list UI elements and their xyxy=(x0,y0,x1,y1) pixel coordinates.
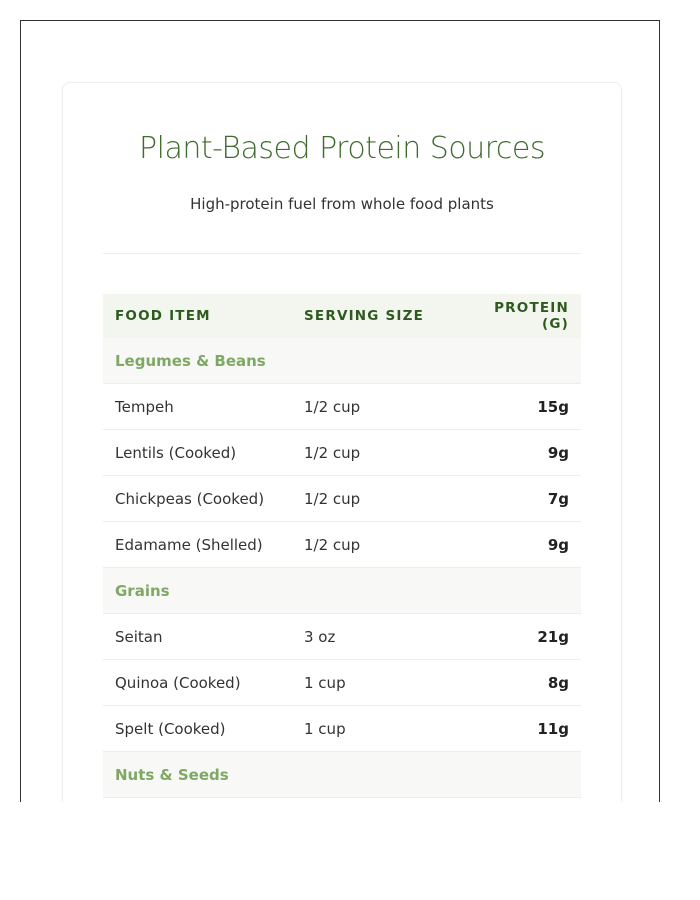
header-divider xyxy=(103,253,581,254)
protein-cell: 9g xyxy=(456,430,581,476)
table-header xyxy=(103,294,581,338)
food-item-cell: Tempeh xyxy=(103,384,292,430)
table-row xyxy=(103,430,581,476)
table-header-row xyxy=(103,294,581,338)
protein-table xyxy=(103,294,581,798)
table-row xyxy=(103,476,581,522)
page-frame xyxy=(20,20,660,802)
page-subtitle: High-protein fuel from whole food plants xyxy=(190,195,494,213)
table-row xyxy=(103,522,581,568)
group-label: Nuts & Seeds xyxy=(103,752,581,798)
serving-size-cell: 1/2 cup xyxy=(292,430,456,476)
group-label: Grains xyxy=(103,568,581,614)
food-item-cell: Spelt (Cooked) xyxy=(103,706,292,752)
column-header-serving-size: SERVING SIZE xyxy=(304,308,425,324)
protein-cell: 7g xyxy=(456,476,581,522)
group-label: Legumes & Beans xyxy=(103,338,581,384)
food-item-cell: Chickpeas (Cooked) xyxy=(103,476,292,522)
food-item-cell: Quinoa (Cooked) xyxy=(103,660,292,706)
group-row-nuts-seeds xyxy=(103,752,581,798)
content-card xyxy=(62,82,622,802)
table-row xyxy=(103,614,581,660)
page-title: Plant-Based Protein Sources xyxy=(139,131,545,166)
table-row xyxy=(103,660,581,706)
serving-size-cell: 1/2 cup xyxy=(292,522,456,568)
protein-cell: 21g xyxy=(456,614,581,660)
group-row-legumes-beans xyxy=(103,338,581,384)
protein-cell: 8g xyxy=(456,660,581,706)
food-item-cell: Lentils (Cooked) xyxy=(103,430,292,476)
protein-cell: 15g xyxy=(456,384,581,430)
food-item-cell: Edamame (Shelled) xyxy=(103,522,292,568)
column-header-protein: PROTEIN (G) xyxy=(494,300,569,332)
serving-size-cell: 1 cup xyxy=(292,706,456,752)
protein-cell: 9g xyxy=(456,522,581,568)
serving-size-cell: 1/2 cup xyxy=(292,384,456,430)
table-body xyxy=(103,338,581,798)
column-header-food-item: FOOD ITEM xyxy=(115,308,211,324)
food-item-cell: Seitan xyxy=(103,614,292,660)
serving-size-cell: 3 oz xyxy=(292,614,456,660)
protein-cell: 11g xyxy=(456,706,581,752)
serving-size-cell: 1 cup xyxy=(292,660,456,706)
table-row xyxy=(103,706,581,752)
table-row xyxy=(103,384,581,430)
serving-size-cell: 1/2 cup xyxy=(292,476,456,522)
group-row-grains xyxy=(103,568,581,614)
